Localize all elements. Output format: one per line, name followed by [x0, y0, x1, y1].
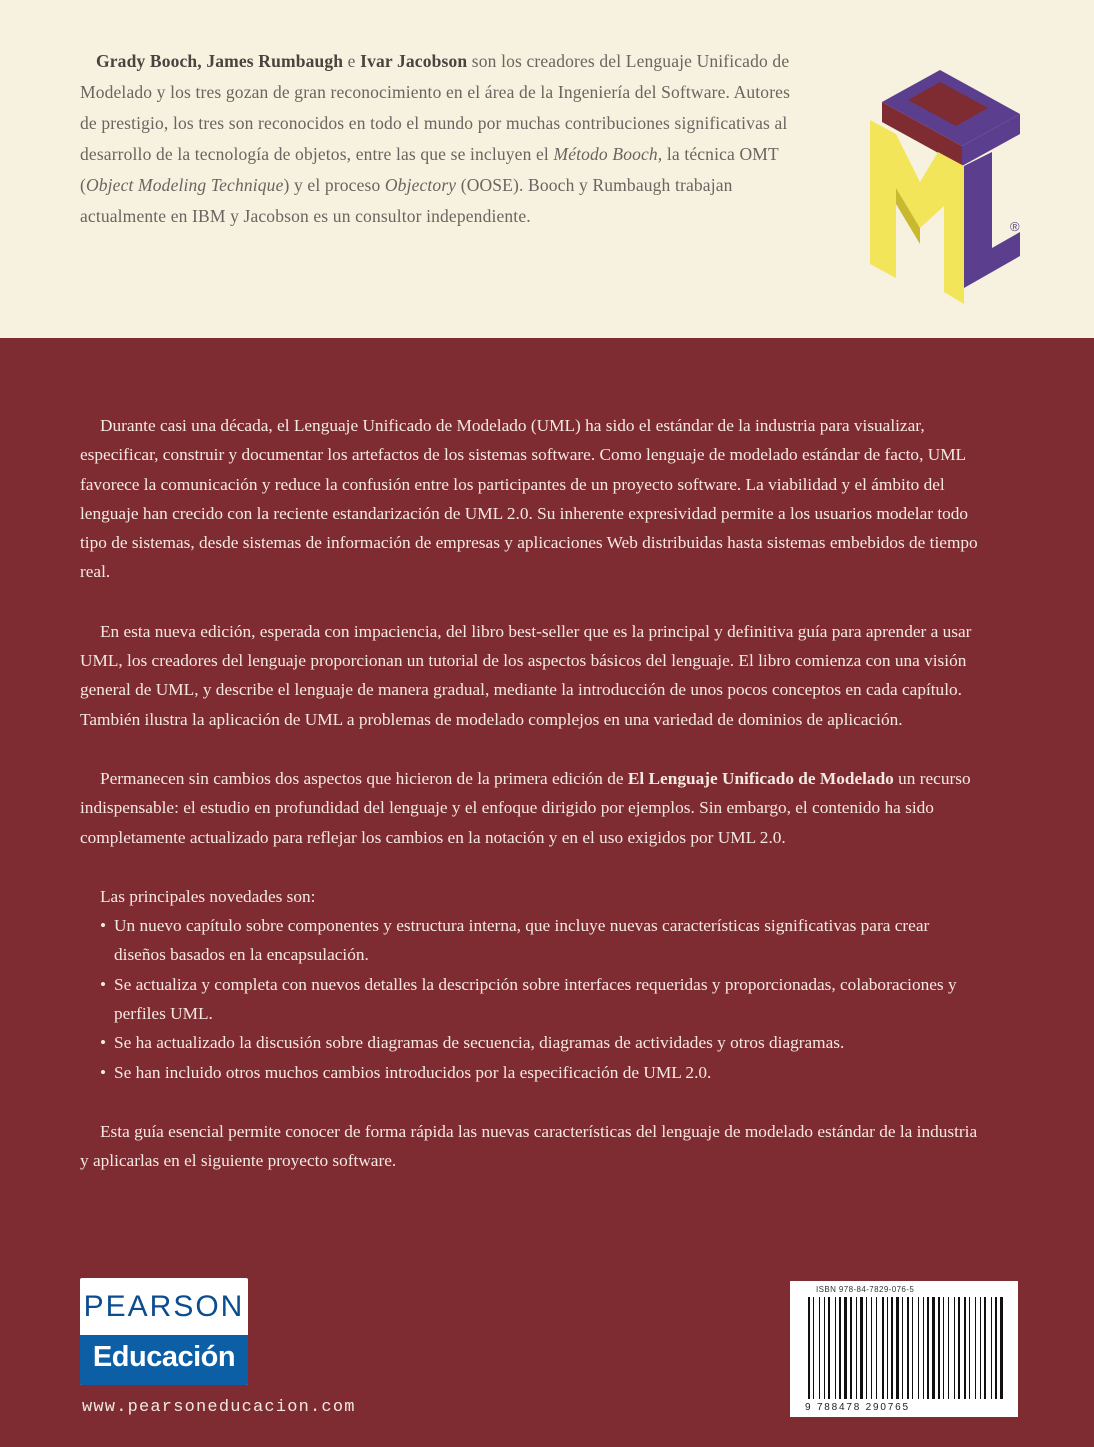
bio-omt: Object Modeling Technique	[85, 175, 284, 195]
list-item: • Se ha actualizado la discusión sobre diagramas de secuencia, diagramas de actividades y otros diagramas.	[114, 1028, 985, 1057]
uml-logo	[870, 42, 1020, 304]
bio-conj: e	[347, 51, 356, 71]
registered-mark: ®	[1010, 219, 1020, 234]
bio-text-1: son los creadores del Lenguaje Unificado de Modelado y los tres gozan de gran reconocimiento en el área de la Ingeniería del Software. Autores de prestigio, los tres son reconocidos en todo el mundo por muchas contribuciones significativas al desarrollo de la tecnología de objetos, entre las que se incluyen el	[80, 51, 791, 164]
paragraph-3-a: Permanecen sin cambios dos aspectos que hicieron de la primera edición de	[100, 768, 624, 788]
novedades-list	[80, 911, 985, 1087]
pearson-wordmark: PEARSON	[83, 1290, 245, 1323]
bio-metodo: Método Booch,	[553, 144, 663, 164]
paragraph-3-b: un recurso indispensable: el estudio en profundidad del lenguaje y el enfoque dirigido por ejemplos. Sin embargo, el contenido ha sido completamente actualizado para reflejar los cambios en la notación y en el uso exigidos por UML 2.0.	[80, 768, 971, 847]
isbn-barcode	[790, 1281, 1018, 1417]
paragraph-3	[80, 764, 985, 852]
isbn-label: ISBN 978-84-7829-076-5	[816, 1285, 915, 1294]
paragraph-2: En esta nueva edición, esperada con impaciencia, del libro best-seller que es la principal y definitiva guía para aprender a usar UML, los creadores del lenguaje proporcionan un tutorial de los aspectos básicos del lenguaje. El libro comienza con una visión general de UML, y describe el lenguaje de manera gradual, mediante la introducción de unos pocos conceptos en cada capítulo. También ilustra la aplicación de UML a problemas de modelado complejos en una variedad de dominios de aplicación.	[80, 621, 972, 729]
bio-text-3: ) y el proceso	[283, 175, 381, 195]
book-title-mention: El Lenguaje Unificado de Modelado	[627, 768, 894, 788]
bio-authors-2: Ivar Jacobson	[360, 51, 468, 71]
list-item: • Se han incluido otros muchos cambios introducidos por la especificación de UML 2.0.	[114, 1058, 985, 1087]
paragraph-4: Esta guía esencial permite conocer de forma rápida las nuevas características del lenguaje de modelado estándar de la industria y aplicarlas en el siguiente proyecto software.	[80, 1121, 978, 1171]
bio-text-4: (OOSE). Booch y Rumbaugh trabajan actualmente en IBM y Jacobson es un consultor independiente.	[80, 175, 733, 226]
publisher-website: www.pearsoneducacion.com	[82, 1398, 356, 1417]
educacion-wordmark: Educación	[92, 1341, 236, 1373]
paragraph-1: Durante casi una década, el Lenguaje Unificado de Modelado (UML) ha sido el estándar de la industria para visualizar, especificar, construir y documentar los artefactos de los sistemas software. Como lenguaje de modelado estándar de facto, UML favorece la comunicación y reduce la confusión entre los participantes de un proyecto software. La viabilidad y el ámbito del lenguaje han crecido con la reciente estandarización de UML 2.0. Su inherente expresividad permite a los usuarios modelar todo tipo de sistemas, desde sistemas de información de empresas y aplicaciones Web distribuidas hasta sistemas embebidos de tiempo real.	[80, 416, 978, 582]
bio-authors-1: Grady Booch, James Rumbaugh	[96, 51, 344, 71]
barcode-bars	[790, 1281, 1018, 1417]
bio-text-2: la técnica OMT (	[80, 144, 779, 195]
barcode-number: 9 788478 290765	[805, 1402, 910, 1413]
back-cover-description	[80, 411, 985, 1176]
list-item: • Se actualiza y completa con nuevos detalles la descripción sobre interfaces requeridas y proporcionadas, colaboraciones y perfiles UML.	[114, 970, 985, 1029]
list-item: • Un nuevo capítulo sobre componentes y estructura interna, que incluye nuevas características significativas para crear diseños basados en la encapsulación.	[114, 911, 985, 970]
pearson-educacion-logo	[80, 1278, 248, 1385]
novedades-intro: Las principales novedades son:	[100, 886, 316, 906]
author-bio	[80, 46, 810, 232]
bio-objectory: Objectory	[384, 175, 457, 195]
